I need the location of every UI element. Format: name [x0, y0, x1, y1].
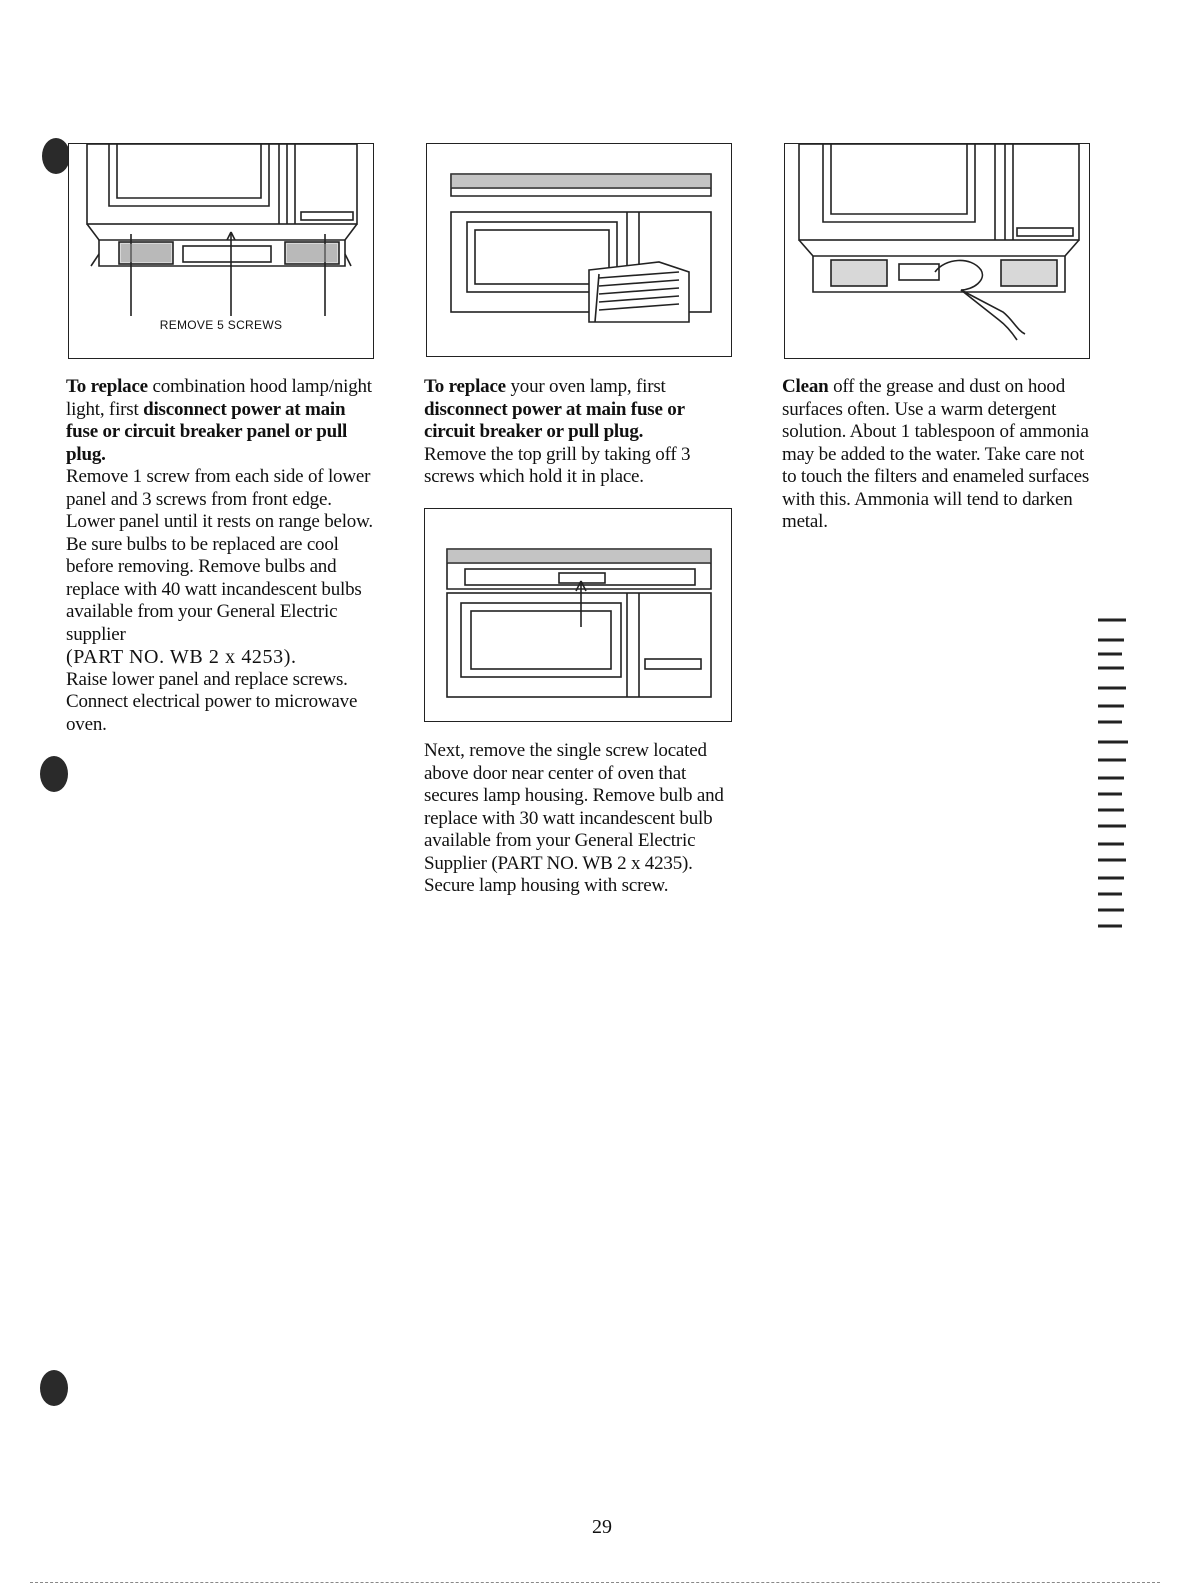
binder-hole-bottom — [40, 1370, 68, 1406]
figure-hood-lamp-screws — [68, 143, 374, 359]
left-body-2: Raise lower panel and replace screws. Connect electrical power to microwave oven. — [66, 668, 358, 735]
page-number: 29 — [592, 1516, 612, 1538]
left-column-text — [66, 376, 378, 736]
figure-oven-grill-removal — [426, 143, 732, 357]
figure-lamp-housing — [424, 508, 732, 722]
right-column-text — [782, 376, 1094, 534]
cleaning-illustration — [785, 144, 1090, 359]
left-bold-lead: To replace — [66, 376, 148, 397]
binder-hole-top — [42, 138, 70, 174]
right-bold-lead: Clean — [782, 376, 829, 397]
middle-bold-lead: To replace — [424, 376, 506, 397]
left-warning: disconnect power at main fuse or circuit breaker panel or pull plug. — [66, 398, 348, 465]
right-body-1: off the grease and dust on hood surfaces often. Use a warm detergent solution. About 1 tablespoon of ammonia may be added to the water. Take care not to touch the filters and enameled surfaces with this. Ammonia will tend to darken metal. — [782, 376, 1090, 532]
left-text-1: combination hood lamp/night light, first — [66, 376, 372, 420]
margin-scan-marks — [1098, 610, 1158, 940]
grill-removal-illustration — [427, 144, 732, 357]
middle-body-1: Remove the top grill by taking off 3 screws which hold it in place. — [424, 443, 691, 487]
figure-cleaning-hood — [784, 143, 1090, 359]
binder-hole-middle — [40, 756, 68, 792]
left-part-number: (PART NO. WB 2 x 4253). — [66, 646, 297, 668]
left-body-1: Remove 1 screw from each side of lower panel and 3 screws from front edge. Lower panel until it rests on range below. Be sure bulbs to be replaced are cool before removing. Remove bulbs and replace with 40 watt incandescent bulbs available from your General Electric supplier — [66, 466, 373, 645]
middle-body-2: Next, remove the single screw located above door near center of oven that secures lamp housing. Remove bulb and replace with 30 watt incandescent bulb available from your General Electric Supplier (PART NO. WB 2 x 4235). Secure lamp housing with screw. — [424, 740, 724, 896]
middle-warning: disconnect power at main fuse or circuit breaker or pull plug. — [424, 398, 685, 442]
lamp-housing-illustration — [425, 509, 732, 722]
middle-column-text-bottom — [424, 740, 734, 898]
remove-screws-label: REMOVE 5 SCREWS — [159, 318, 283, 332]
middle-text-1: your oven lamp, first — [505, 376, 666, 397]
bottom-scan-line — [30, 1582, 1160, 1583]
middle-column-text-top — [424, 376, 734, 489]
